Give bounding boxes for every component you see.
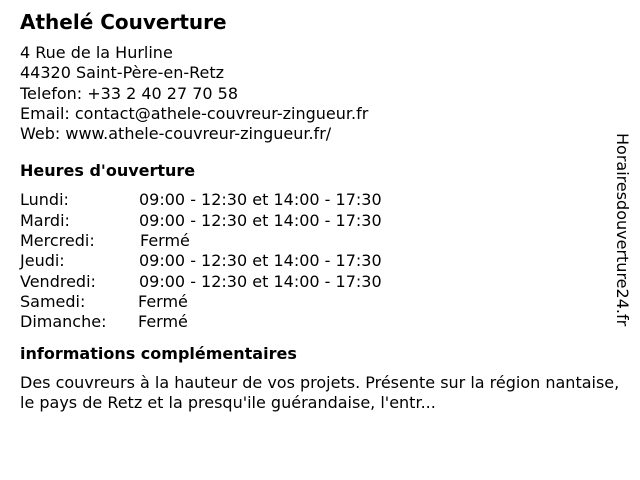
hours-row <box>20 312 620 332</box>
info-description: Des couvreurs à la hauteur de vos projets. Présente sur la région nantaise, le pays de Retz et la presqu'ile guérandaise, l'entr... <box>20 372 620 412</box>
hours-row <box>20 190 620 210</box>
day-label: Jeudi: <box>20 251 65 271</box>
day-label: Mardi: <box>20 210 70 230</box>
hours-row <box>20 231 620 251</box>
day-label: Mercredi: <box>20 231 95 251</box>
hours-value: Fermé <box>138 312 188 332</box>
address-city: 44320 Saint-Père-en-Retz <box>20 63 225 83</box>
phone-text: Telefon: +33 2 40 27 70 58 <box>20 83 239 103</box>
business-card <box>20 8 620 413</box>
day-label: Lundi: <box>20 190 69 210</box>
watermark-text: Horairesdouverture24.fr <box>613 133 632 327</box>
day-label: Samedi: <box>20 291 86 311</box>
hours-value: 09:00 - 12:30 et 14:00 - 17:30 <box>139 190 382 210</box>
hours-row <box>20 272 620 292</box>
hours-value: 09:00 - 12:30 et 14:00 - 17:30 <box>139 251 382 271</box>
hours-row <box>20 292 620 312</box>
hours-value: 09:00 - 12:30 et 14:00 - 17:30 <box>139 271 382 291</box>
contact-block <box>20 43 620 144</box>
hours-heading: Heures d'ouverture <box>20 161 196 181</box>
hours-value: 09:00 - 12:30 et 14:00 - 17:30 <box>139 210 382 230</box>
address-street: 4 Rue de la Hurline <box>20 43 173 62</box>
email-text: Email: contact@athele-couvreur-zingueur.fr <box>20 103 369 123</box>
day-label: Dimanche: <box>20 312 107 332</box>
hours-value: Fermé <box>138 291 188 311</box>
info-heading: informations complémentaires <box>20 343 297 363</box>
hours-table <box>20 190 620 332</box>
day-label: Vendredi: <box>20 271 96 291</box>
hours-row <box>20 251 620 271</box>
watermark <box>612 133 632 353</box>
business-name: Athelé Couverture <box>20 10 227 34</box>
hours-value: Fermé <box>140 231 190 251</box>
web-text: Web: www.athele-couvreur-zingueur.fr/ <box>20 124 332 144</box>
hours-row <box>20 211 620 231</box>
